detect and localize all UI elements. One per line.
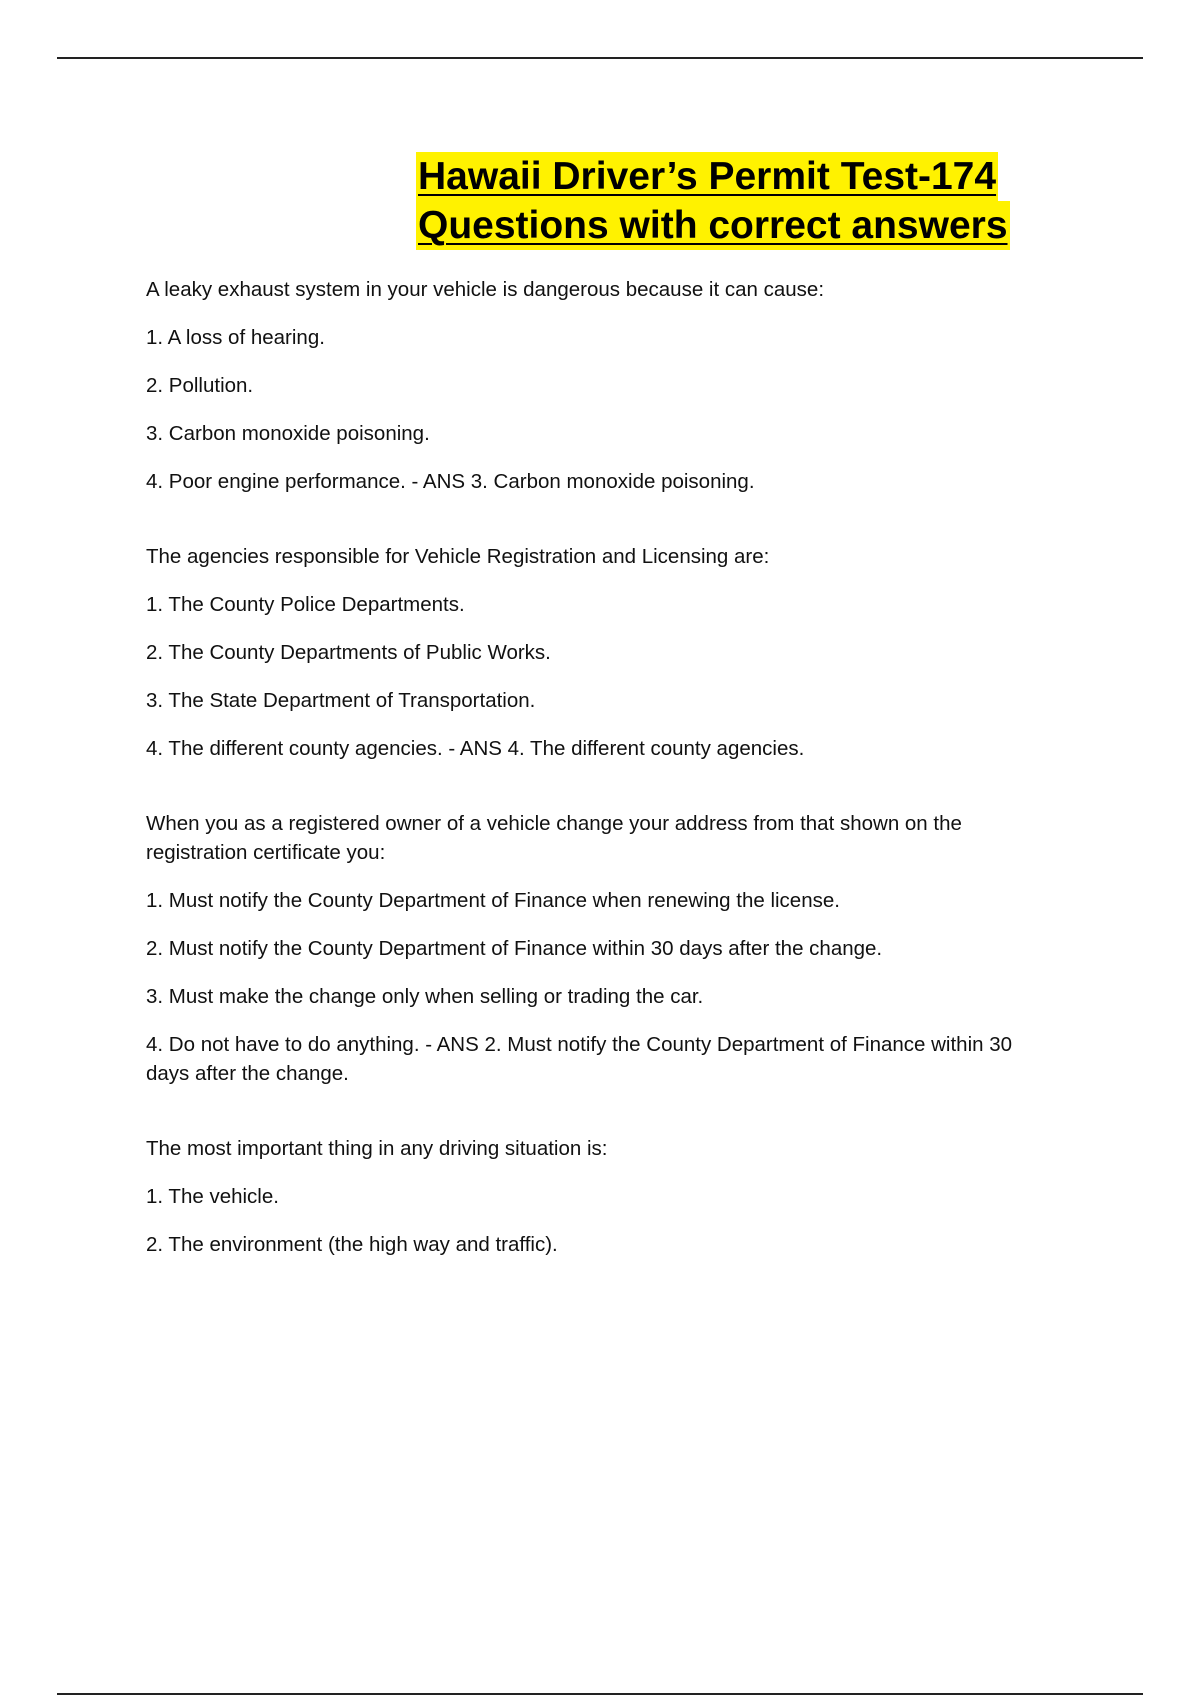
answer-option: 3. Carbon monoxide poisoning. [146, 422, 430, 445]
answer-option-with-answer: 4. Do not have to do anything. - ANS 2. Must notify the County Department of Finance within 30 days after the change. [146, 1033, 1013, 1085]
document-body [146, 275, 1026, 1305]
answer-option-with-answer: 4. Poor engine performance. - ANS 3. Carbon monoxide poisoning. [146, 470, 755, 493]
answer-option: 1. Must notify the County Department of Finance when renewing the license. [146, 889, 840, 912]
answer-option: 2. The environment (the high way and traffic). [146, 1233, 558, 1256]
question-text: The most important thing in any driving situation is: [146, 1137, 608, 1160]
question-text: When you as a registered owner of a vehicle change your address from that shown on the registration certificate you: [146, 812, 962, 864]
answer-option: 3. The State Department of Transportation. [146, 689, 536, 712]
title-line-1: Hawaii Driver’s Permit Test-174 [416, 152, 998, 201]
answer-option: 2. The County Departments of Public Works. [146, 641, 551, 664]
top-divider [57, 57, 1143, 59]
document-title [416, 152, 1006, 250]
answer-option: 1. The vehicle. [146, 1185, 279, 1208]
question-text: The agencies responsible for Vehicle Registration and Licensing are: [146, 545, 770, 568]
question-block-3 [146, 809, 1026, 1088]
question-block-1 [146, 275, 1026, 496]
bottom-divider [57, 1693, 1143, 1695]
answer-option: 2. Must notify the County Department of Finance within 30 days after the change. [146, 937, 883, 960]
question-block-4 [146, 1134, 1026, 1259]
title-line-2: Questions with correct answers [416, 201, 1010, 250]
answer-option: 3. Must make the change only when selling or trading the car. [146, 985, 704, 1008]
answer-option: 1. A loss of hearing. [146, 326, 325, 349]
answer-option-with-answer: 4. The different county agencies. - ANS 4. The different county agencies. [146, 737, 805, 760]
answer-option: 1. The County Police Departments. [146, 593, 465, 616]
answer-option: 2. Pollution. [146, 374, 254, 397]
question-block-2 [146, 542, 1026, 763]
question-text: A leaky exhaust system in your vehicle is dangerous because it can cause: [146, 278, 825, 301]
